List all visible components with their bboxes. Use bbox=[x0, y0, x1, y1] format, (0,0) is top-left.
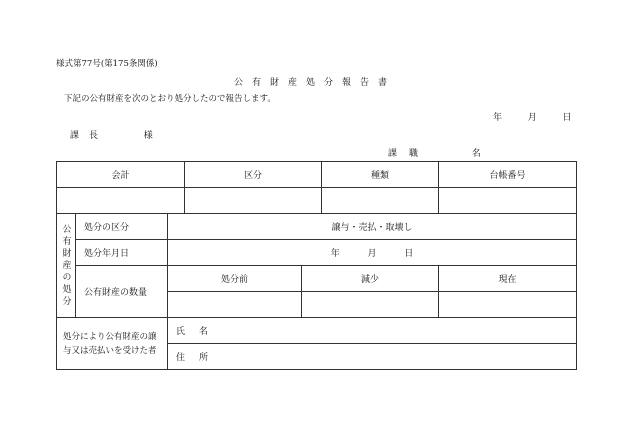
table-input-row bbox=[57, 188, 577, 214]
value-disposal-kind: 譲与・売払・取壊し bbox=[168, 214, 577, 240]
intro-text: 下記の公有財産を次のとおり処分したので報告します。 bbox=[64, 94, 276, 104]
cell-type[interactable] bbox=[322, 188, 439, 214]
date-year: 年 bbox=[493, 113, 503, 123]
recipient-address-cell[interactable] bbox=[168, 344, 577, 370]
cell-accounting[interactable] bbox=[57, 188, 185, 214]
recipient-name-label: 氏名 bbox=[176, 327, 223, 337]
label-disposal-date: 処分年月日 bbox=[76, 240, 168, 266]
row-disposal-kind bbox=[57, 214, 577, 240]
addressee-title: 課長 bbox=[70, 131, 109, 141]
recipient-address-label: 住所 bbox=[176, 353, 223, 363]
table-header-row bbox=[57, 162, 577, 188]
qty-header-before: 処分前 bbox=[168, 266, 302, 292]
date-month: 月 bbox=[527, 113, 537, 123]
sender-label: 課職 bbox=[388, 149, 431, 159]
qty-header-decrease: 減少 bbox=[302, 266, 439, 292]
qty-decrease-cell[interactable] bbox=[302, 292, 439, 318]
value-disposal-date[interactable] bbox=[168, 240, 577, 266]
side-label: 公有財産の処分 bbox=[60, 223, 71, 308]
addressee bbox=[70, 128, 153, 141]
side-label-cell bbox=[57, 214, 76, 318]
document-title: 公有財産処分報告書 bbox=[233, 78, 396, 88]
recipient-label: 処分により公有財産の譲与又は売払いを受けた者 bbox=[57, 318, 168, 370]
report-date bbox=[493, 110, 572, 123]
sender-name: 名 bbox=[471, 149, 481, 159]
disposal-date-month: 月 bbox=[367, 249, 377, 259]
header-ledger-number: 台帳番号 bbox=[439, 162, 577, 188]
disposal-date-day: 日 bbox=[404, 249, 414, 259]
qty-before-cell[interactable] bbox=[168, 292, 302, 318]
row-disposal-date bbox=[57, 240, 577, 266]
qty-current-cell[interactable] bbox=[439, 292, 577, 318]
header-category: 区分 bbox=[185, 162, 322, 188]
label-quantity: 公有財産の数量 bbox=[76, 266, 168, 318]
row-quantity-headers bbox=[57, 266, 577, 292]
disposal-date-year: 年 bbox=[330, 249, 340, 259]
form-number: 様式第77号(第175条関係) bbox=[56, 59, 158, 69]
cell-ledger-number[interactable] bbox=[439, 188, 577, 214]
cell-category[interactable] bbox=[185, 188, 322, 214]
label-disposal-kind: 処分の区分 bbox=[76, 214, 168, 240]
header-type: 種類 bbox=[322, 162, 439, 188]
sender bbox=[388, 146, 481, 159]
row-recipient-name bbox=[57, 318, 577, 344]
disposal-report-table bbox=[56, 161, 577, 370]
qty-header-current: 現在 bbox=[439, 266, 577, 292]
date-day: 日 bbox=[562, 113, 572, 123]
header-accounting: 会計 bbox=[57, 162, 185, 188]
addressee-suffix: 様 bbox=[143, 131, 153, 141]
recipient-name-cell[interactable] bbox=[168, 318, 577, 344]
